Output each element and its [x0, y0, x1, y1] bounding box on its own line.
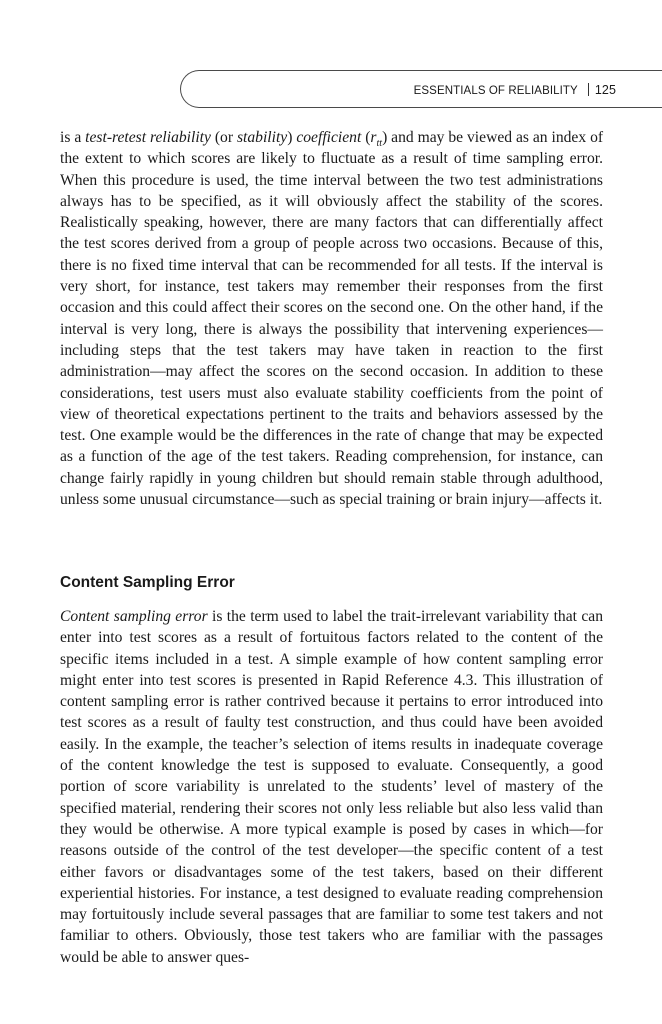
paragraph-2-text: [60, 606, 603, 968]
header-separator: [588, 83, 589, 96]
term-coefficient: coefficient: [296, 129, 362, 146]
running-title: ESSENTIALS OF RELIABILITY: [413, 85, 578, 97]
symbol-subscript-tt: tt: [376, 138, 383, 150]
paragraph-1-text: [60, 127, 603, 510]
p1-connector-1: (or: [210, 129, 237, 146]
term-test-retest-reliability: test-retest reliability: [85, 129, 211, 146]
paragraph-content-sampling: [60, 606, 603, 968]
p1-paren-close: ): [382, 129, 388, 146]
term-content-sampling-error: Content sampling error: [60, 608, 208, 625]
p1-paren-open: (: [361, 129, 371, 146]
section-heading: Content Sampling Error: [60, 574, 235, 591]
page-number: 125: [594, 83, 616, 97]
p1-connector-2: ): [287, 129, 297, 146]
term-stability: stability: [236, 129, 288, 146]
running-head: [414, 83, 616, 97]
symbol-r: r: [370, 129, 377, 146]
p1-intro: is a: [60, 129, 86, 146]
running-head-frame: [180, 70, 662, 108]
p1-body: and may be viewed as an index of the extent to which scores are likely to fluctuate as a result of time sampling error. When this procedure is used, the time interval between the two test administrations always has to be specified, as it will obviously affect the stability of the scores. Realistically speaking, however, there are many factors that can differentially affect the test scores derived from a group of people across two occasions. Because of this, there is no fixed time interval that can be recommended for all tests. If the interval is very short, for instance, test takers may remember their responses from the first occasion and this could affect their scores on the second one. On the other hand, if the interval is very long, there is always the possibility that intervening experiences—including steps that the test takers may have taken in reaction to the first administration—may affect the scores on the second occasion. In addition to these considerations, test users must also evaluate stability coefficients from the point of view of theoretical expectations pertinent to the traits and behaviors assessed by the test. One example would be the differences in the rate of change that may be expected as a function of the age of the test takers. Reading comprehension, for instance, can change fairly rapidly in young children but should remain stable through adulthood, unless some unusual circumstance—such as special training or brain injury—affects it.: [60, 129, 604, 509]
paragraph-time-sampling: [60, 127, 603, 510]
p2-body: is the term used to label the trait-irrelevant variability that can enter into test scores as a result of fortuitous factors related to the content of the specific items included in a test. A simple example of how content sampling error might enter into test scores is presented in Rapid Reference 4.3. This illustration of content sampling error is rather contrived because it pertains to error introduced into test scores as a result of faulty test construction, and thus could have been avoided easily. In the example, the teacher’s selection of items results in inadequate coverage of the content knowledge the test is supposed to evaluate. Consequently, a good portion of score variability is unrelated to the students’ level of mastery of the specified material, rendering their scores not only less reliable but also less valid than they would be otherwise. A more typical example is posed by cases in which—for reasons outside of the control of the test developer—the specific content of a test either favors or disadvantages some of the test takers, based on their different experiential histories. For instance, a test designed to evaluate reading comprehension may fortuitously include several passages that are familiar to some test takers and not familiar to others. Obviously, those test takers who are familiar with the passages would be able to answer ques-: [60, 608, 603, 966]
